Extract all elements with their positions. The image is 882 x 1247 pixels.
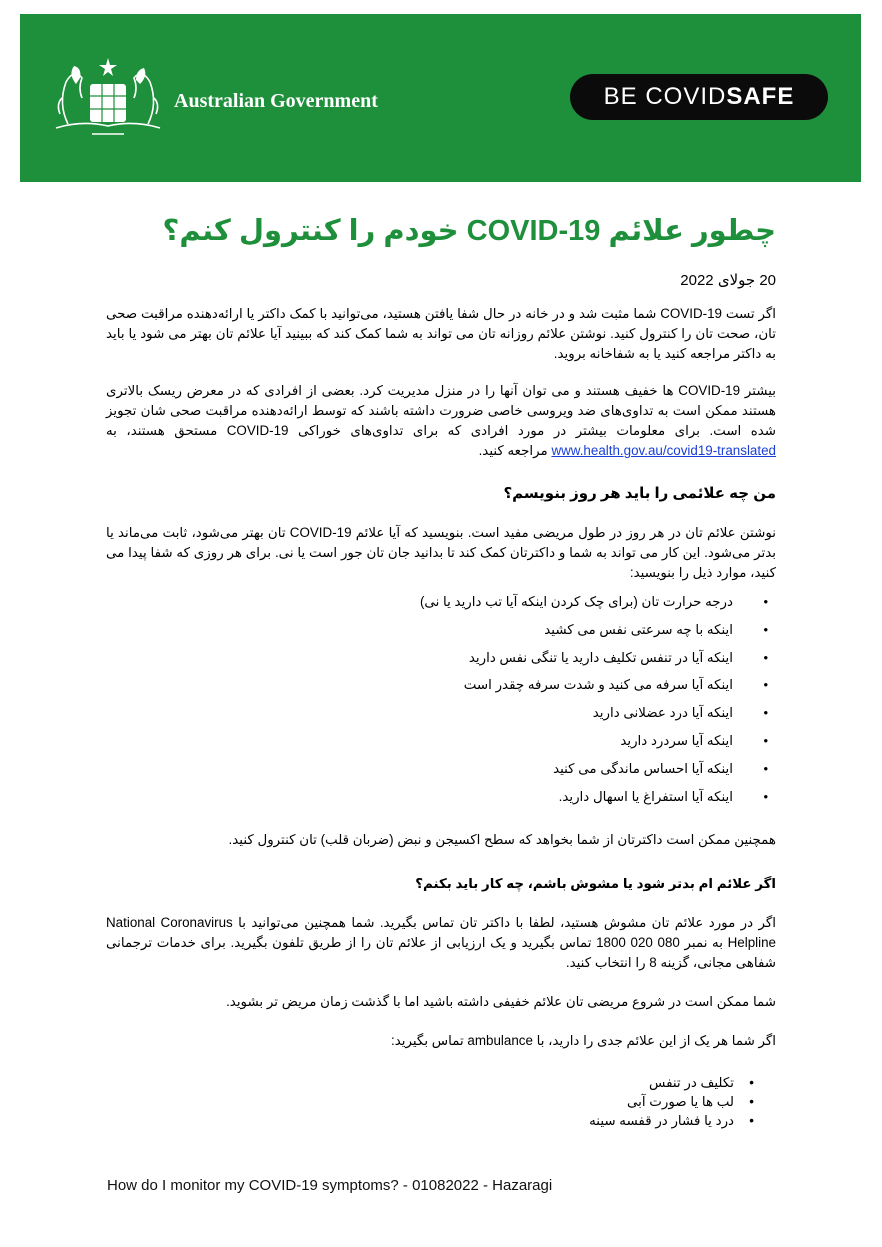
symptoms-paragraph: نوشتن علائم تان در هر روز در طول مریضی مفید است. بنویسید که آیا علائم COVID-19 تان بهتر می‌شود، ثابت می‌ماند یا بدتر می‌شود. این کار می تواند به شما و داکترتان کمک کند تا بدانید جان تان جور است یا نی. برای هر روزی که شفا پیدا می کنید، موارد ذیل را بنویسید:	[106, 525, 776, 580]
worse-heading: اگر علائم ام بدتر شود یا مشوش باشم، چه کار باید بکنم؟	[415, 876, 776, 891]
mild-symptoms-paragraph: شما ممکن است در شروع مریضی تان علائم خفیفی داشته باشید اما با گذشت زمان مریض تر بشوید.	[226, 994, 776, 1009]
list-item: • درجه حرارت تان (برای چک کردن اینکه آیا تب دارید یا نی)	[376, 592, 776, 620]
symptoms-list	[376, 592, 776, 814]
intro-paragraph: اگر تست COVID-19 شما مثبت شد و در خانه در حال شفا یافتن هستید، می‌توانید با کمک داکتر یا ارائه‌دهنده مراقبت صحی تان، صحت تان را کنترول کنید. نوشتن علائم روزانه تان می تواند به شما کمک کند که ببینید آیا علائم تان بهتر می شود یا باید به داکتر مراجعه کنید یا به شفاخانه بروید.	[106, 306, 776, 361]
coat-of-arms-icon	[52, 54, 164, 136]
covidsafe-text-part1: BE COVID	[603, 83, 727, 110]
health-link[interactable]: www.health.gov.au/covid19-translated	[551, 443, 776, 458]
list-item: • تکلیف در تنفس	[476, 1074, 776, 1093]
list-item: • لب ها یا صورت آبی	[476, 1093, 776, 1112]
oxygen-paragraph: همچنین ممکن است داکترتان از شما بخواهد که سطح اکسیجن و نبض (ضربان قلب) تان کنترول کنید.	[228, 832, 776, 847]
serious-symptoms-list	[476, 1074, 776, 1131]
treatment-text: بیشتر COVID-19 ها خفیف هستند و می توان آنها را در منزل مدیریت کرد. بعضی از افرادی که در معرض ریسک بالاتری هستند ممکن است به تداوی‌های ضد ویروسی خاصی ضرورت داشته باشند که توسط ارائه‌دهنده مراقبت صحی شان تجویز شده است. برای معلومات بیشتر در مورد افرادی که برای تداوی‌های خوراکی COVID-19 مستحق هستند، به	[106, 383, 776, 438]
covidsafe-badge	[570, 74, 828, 120]
helpline-paragraph: اگر در مورد علائم تان مشوش هستید، لطفا با داکتر تان تماس بگیرید. شما همچنین می‌توانید با National Coronavirus Helpline به نمبر 080 020 1800 تماس بگیرید و یک ارزیابی از علائم تان را از طریق تلفون بگیرید. برای خدمات ترجمانی شفاهی مجانی، گزینه 8 را انتخاب کنید.	[106, 915, 776, 970]
list-item: • درد یا فشار در قفسه سینه	[476, 1112, 776, 1131]
footer-text: How do I monitor my COVID-19 symptoms? - 01082022 - Hazaragi	[107, 1177, 553, 1194]
list-item: • اینکه آیا استفراغ یا اسهال دارید.	[376, 787, 776, 815]
treatment-end-text: مراجعه کنید.	[478, 443, 548, 458]
list-item: • اینکه آیا سرفه می کنید و شدت سرفه چقدر است	[376, 675, 776, 703]
treatment-paragraph	[106, 381, 776, 461]
document-date: 20 جولای 2022	[680, 272, 776, 289]
list-item: • اینکه آیا در تنفس تکلیف دارید یا تنگی نفس دارید	[376, 648, 776, 676]
list-item: • اینکه با چه سرعتی نفس می کشید	[376, 620, 776, 648]
list-item: • اینکه آیا احساس ماندگی می کنید	[376, 759, 776, 787]
list-item: • اینکه آیا درد عضلانی دارید	[376, 703, 776, 731]
ambulance-paragraph: اگر شما هر یک از این علائم جدی را دارید، با ambulance تماس بگیرید:	[391, 1033, 776, 1048]
covidsafe-text-part2: SAFE	[726, 83, 795, 110]
government-name: Australian Government	[174, 90, 378, 112]
symptoms-heading: من چه علائمی را باید هر روز بنویسم؟	[503, 485, 776, 502]
header-banner	[20, 14, 861, 182]
list-item: • اینکه آیا سردرد دارید	[376, 731, 776, 759]
page-title: چطور علائم COVID-19 خودم را کنترول کنم؟	[162, 215, 776, 247]
